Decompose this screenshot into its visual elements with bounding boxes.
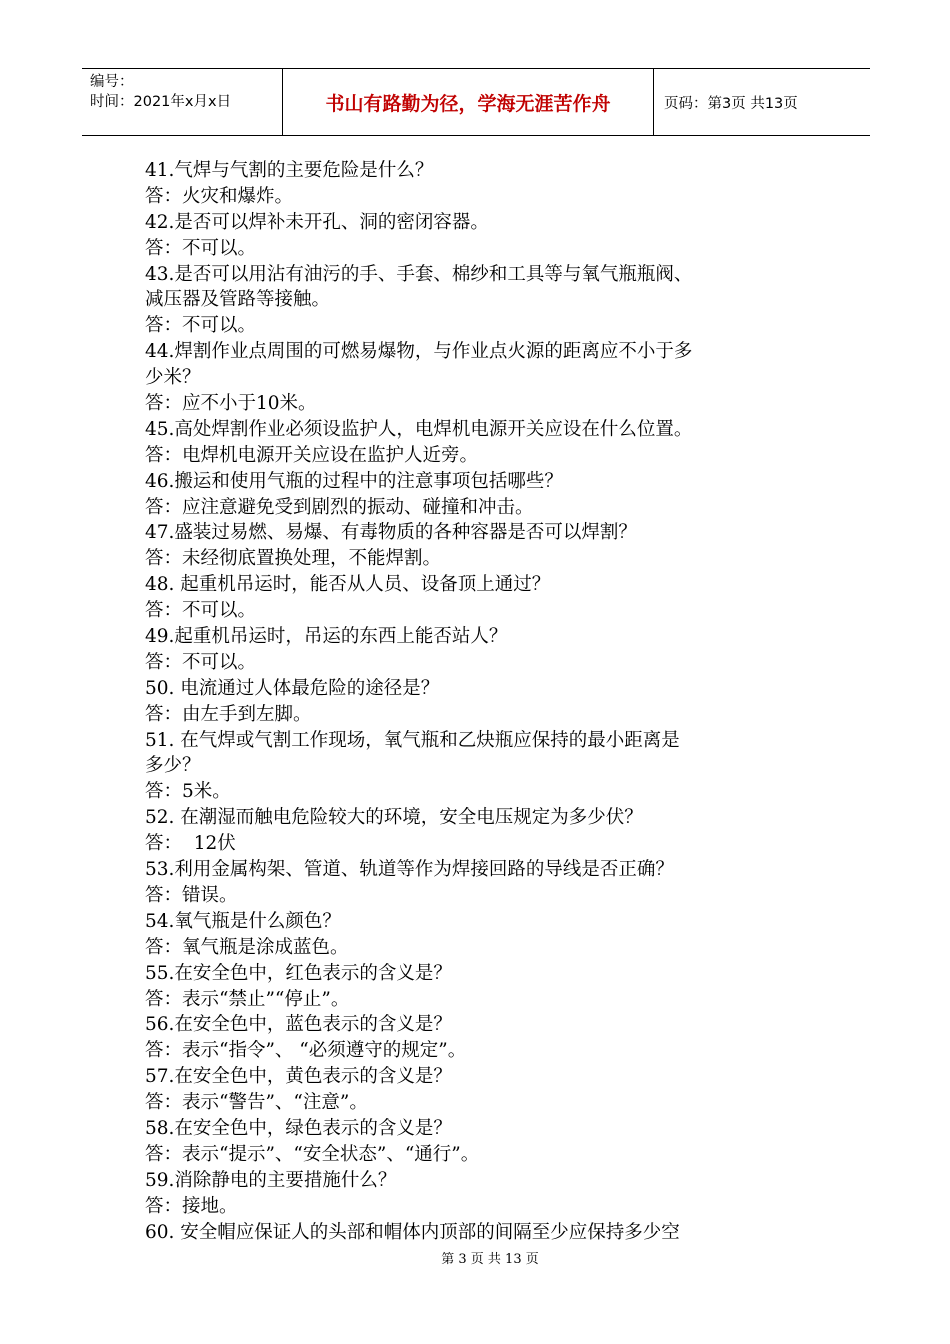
text-line: 54.氧气瓶是什么颜色？ [145, 910, 341, 932]
text-line: 答：不可以。 [145, 315, 257, 337]
text-line: 答：未经彻底置换处理，不能焊割。 [145, 548, 442, 570]
text-line: 答：电焊机电源开关应设在监护人近旁。 [145, 444, 479, 466]
text-line: 58.在安全色中，绿色表示的含义是？ [145, 1117, 452, 1139]
text-line: 答：应不小于10米。 [145, 393, 317, 415]
text-line: 50. 电流通过人体最危险的途径是？ [145, 677, 440, 699]
text-line: 42.是否可以焊补未开孔、洞的密闭容器。 [145, 211, 489, 233]
page-header [82, 68, 870, 136]
text-line: 60. 安全帽应保证人的头部和帽体内顶部的间隔至少应保持多少空 [145, 1221, 680, 1243]
text-line: 55.在安全色中，红色表示的含义是？ [145, 962, 452, 984]
text-line: 59.消除静电的主要措施什么？ [145, 1169, 397, 1191]
text-line: 44.焊割作业点周围的可燃易爆物，与作业点火源的距离应不小于多 [145, 341, 693, 363]
text-line: 减压器及管路等接触。 [145, 289, 331, 311]
text-line: 52. 在潮湿而触电危险较大的环境，安全电压规定为多少伏？ [145, 807, 643, 829]
text-line: 45.高处焊割作业必须设监护人，电焊机电源开关应设在什么位置。 [145, 418, 693, 440]
text-line: 答： 12伏 [145, 833, 236, 855]
page-footer: 第 3 页 共 13 页 [441, 1252, 539, 1267]
header-meta [82, 69, 282, 135]
text-line: 51. 在气焊或气割工作现场，氧气瓶和乙炔瓶应保持的最小距离是 [145, 729, 680, 751]
text-line: 答：不可以。 [145, 651, 257, 673]
text-line: 答：接地。 [145, 1195, 238, 1217]
text-line: 多少？ [145, 755, 201, 777]
text-line: 49.起重机吊运时，吊运的东西上能否站人？ [145, 626, 508, 648]
text-line: 答：火灾和爆炸。 [145, 185, 294, 207]
document-time-label: 时间：2021年x月x日 [90, 94, 232, 110]
text-line: 41.气焊与气割的主要危险是什么？ [145, 160, 434, 181]
text-line: 答：不可以。 [145, 237, 257, 259]
text-line: 答：表示“提示”、“安全状态”、“通行”。 [145, 1143, 480, 1165]
text-line: 答：氧气瓶是涂成蓝色。 [145, 936, 349, 958]
text-line: 答：错误。 [145, 884, 238, 906]
qa-content [145, 158, 815, 1245]
text-line: 答：表示“禁止”“停止”。 [145, 988, 350, 1010]
text-line: 57.在安全色中，黄色表示的含义是？ [145, 1066, 452, 1088]
header-page-info: 页码：第3页 共13页 [664, 95, 798, 112]
header-motto: 书山有路勤为径，学海无涯苦作舟 [282, 69, 654, 135]
text-line: 46.搬运和使用气瓶的过程中的注意事项包括哪些？ [145, 470, 563, 492]
text-line: 48. 起重机吊运时，能否从人员、设备顶上通过？ [145, 574, 551, 596]
text-line: 答：由左手到左脚。 [145, 703, 312, 725]
text-line: 答：应注意避免受到剧烈的振动、碰撞和冲击。 [145, 496, 534, 518]
text-line: 答：5米。 [145, 781, 231, 803]
text-line: 43.是否可以用沾有油污的手、手套、棉纱和工具等与氧气瓶瓶阀、 [145, 263, 693, 285]
text-line: 答：不可以。 [145, 600, 257, 622]
text-line: 答：表示“指令”、 “必须遵守的规定”。 [145, 1040, 467, 1062]
text-line: 56.在安全色中，蓝色表示的含义是？ [145, 1014, 452, 1036]
text-line: 47.盛装过易燃、易爆、有毒物质的各种容器是否可以焊割？ [145, 522, 637, 544]
text-line: 53.利用金属构架、管道、轨道等作为焊接回路的导线是否正确？ [145, 859, 674, 881]
document-number-label: 编号： [90, 74, 134, 90]
text-line: 少米？ [145, 367, 201, 389]
text-line: 答：表示“警告”、“注意”。 [145, 1092, 368, 1114]
